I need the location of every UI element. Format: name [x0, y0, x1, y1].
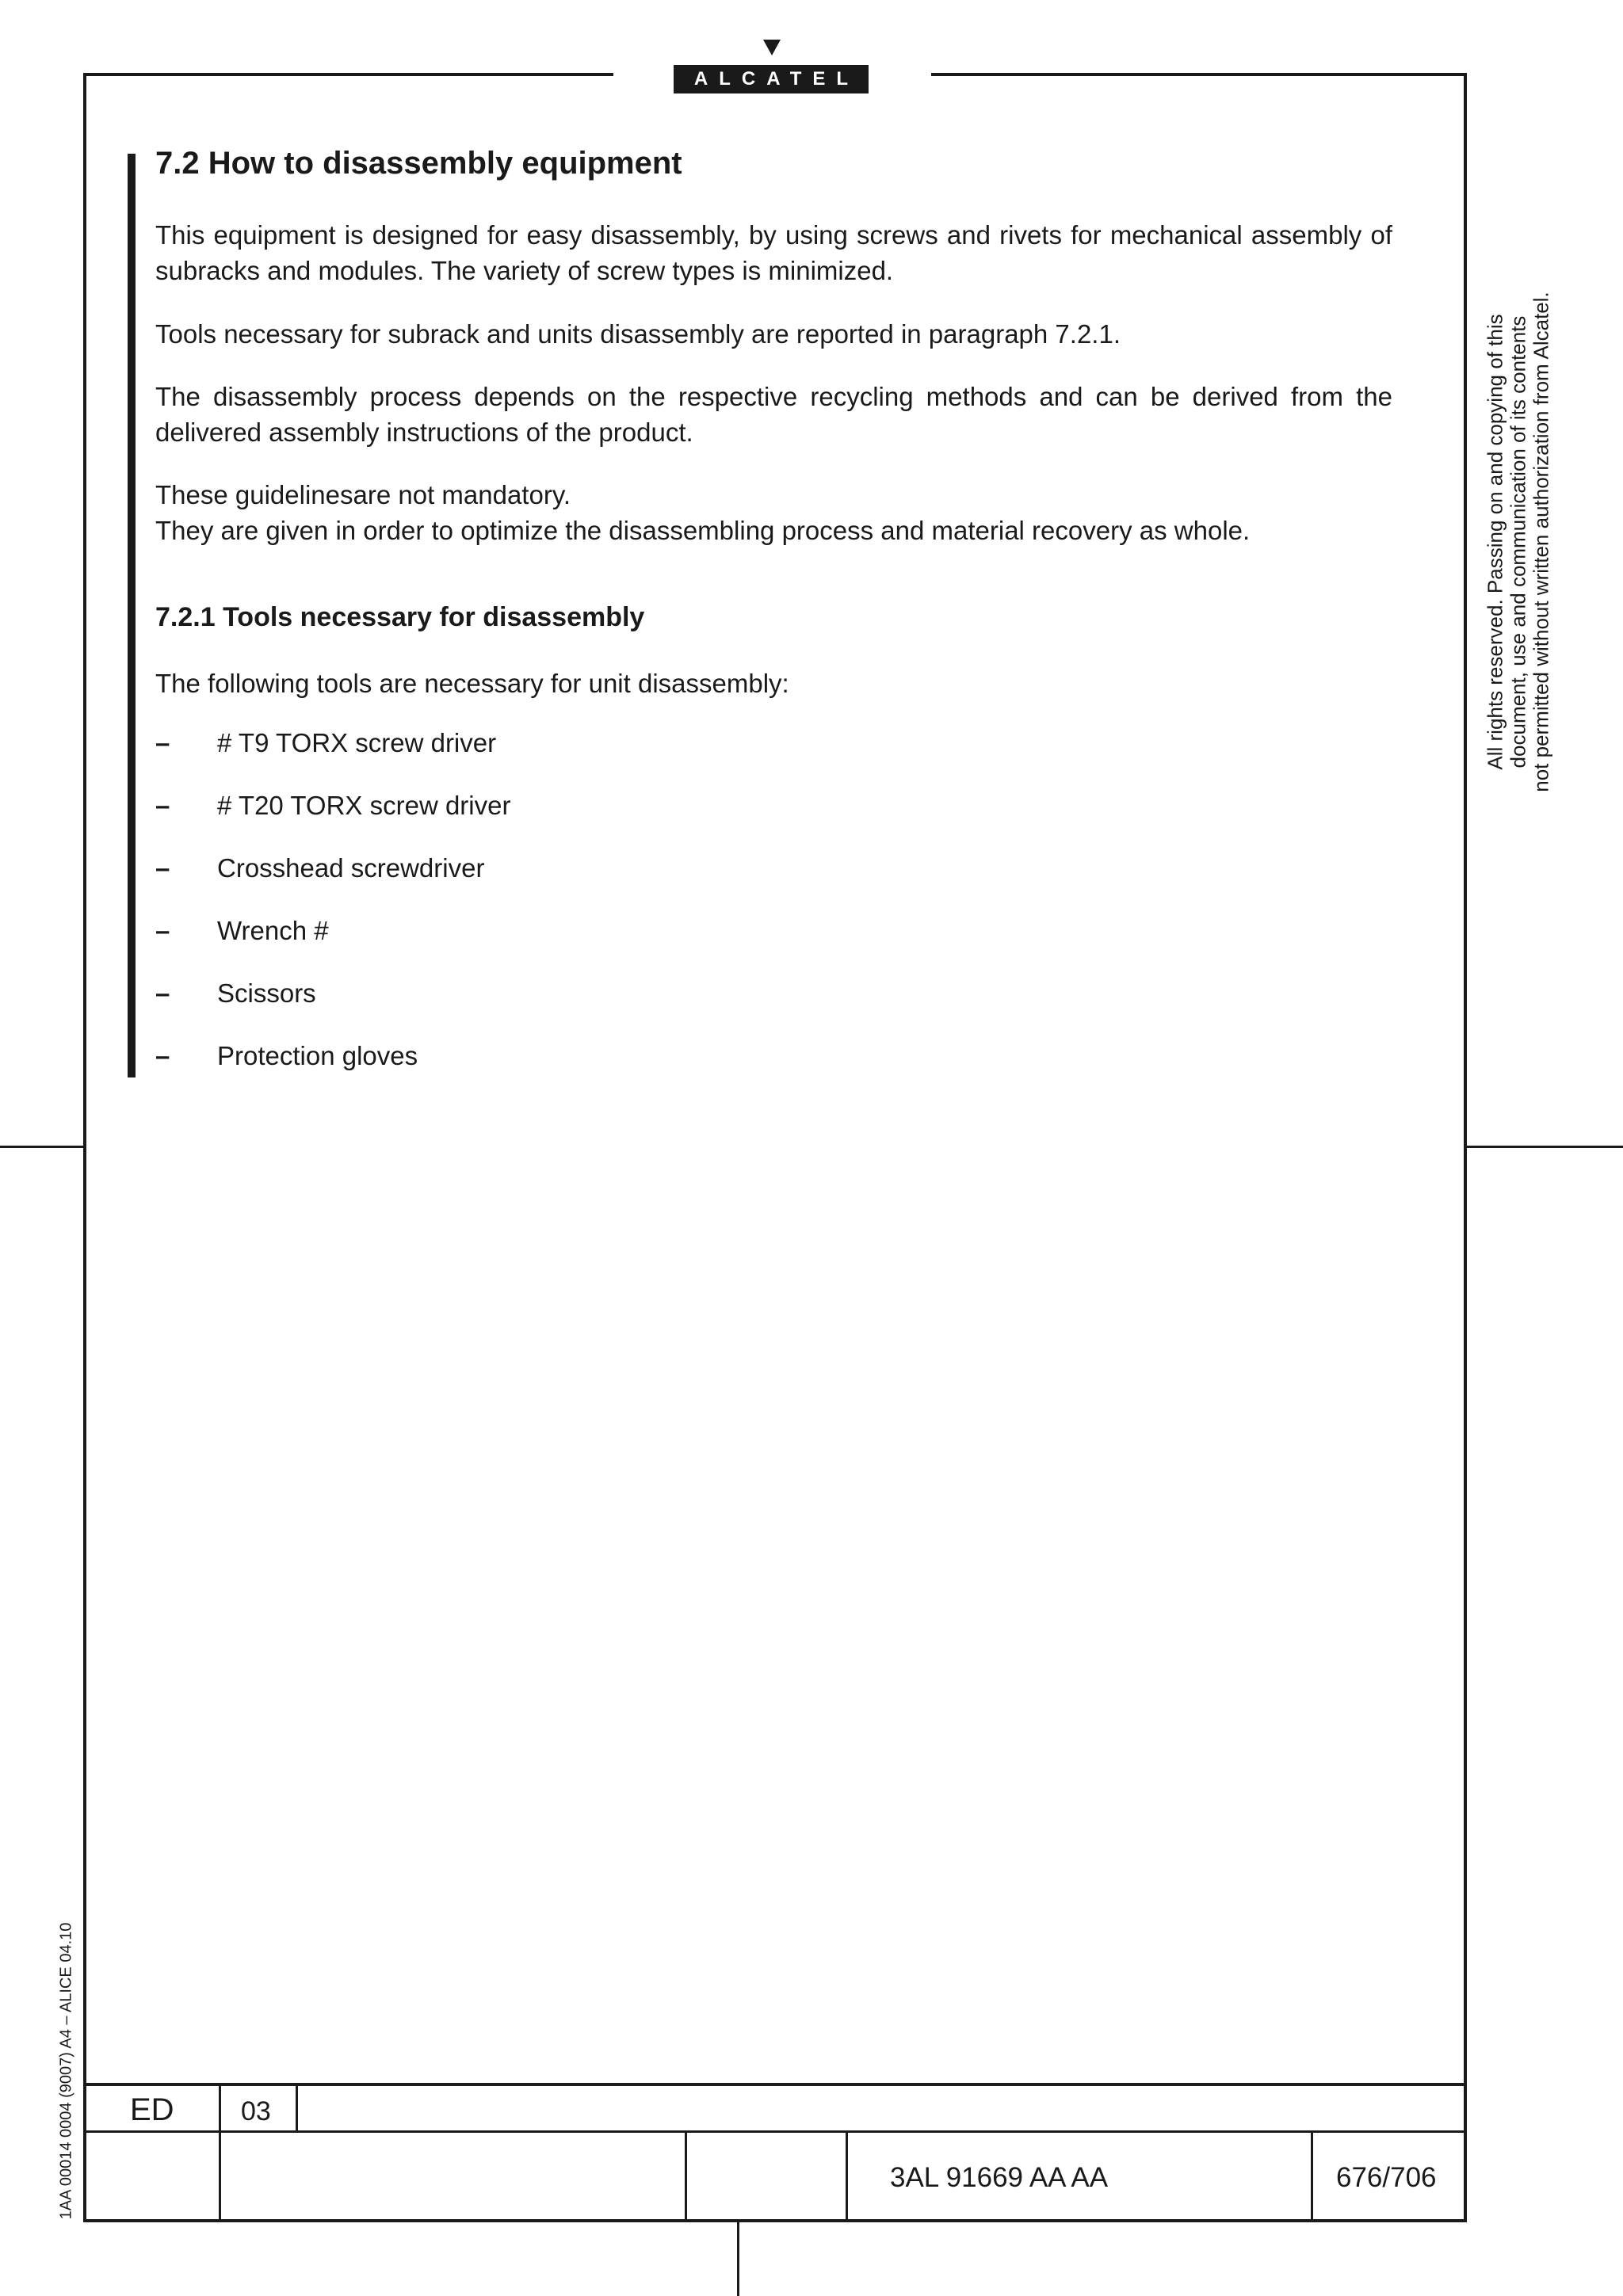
section-heading: 7.2 How to disassembly equipment — [155, 146, 682, 181]
frame-top-right — [931, 73, 1467, 76]
list-item-text: Protection gloves — [217, 1041, 418, 1070]
fold-mark-bottom — [737, 2222, 739, 2296]
fold-mark-left — [0, 1146, 83, 1148]
footer-divider — [296, 2083, 298, 2130]
frame-top-left — [83, 73, 613, 76]
list-dash: – — [155, 916, 170, 945]
footer-mid-line — [83, 2130, 1467, 2133]
form-code-text: 1AA 00014 0004 (9007) A4 – ALICE 04.10 — [57, 1922, 75, 2220]
list-item-text: Crosshead screwdriver — [217, 853, 485, 883]
frame-bottom — [83, 2219, 1467, 2222]
fold-mark-right — [1467, 1146, 1623, 1148]
list-dash: – — [155, 1041, 170, 1070]
subsection-heading: 7.2.1 Tools necessary for disassembly — [155, 602, 645, 632]
edition-value: 03 — [241, 2096, 271, 2126]
paragraph-intro: This equipment is designed for easy disassembly, by using screws and rivets for mechanical assembly of subracks and modules. The variety of screw types is minimized. — [155, 220, 1392, 285]
list-item-text: Scissors — [217, 978, 316, 1008]
alcatel-logo: ALCATEL — [674, 65, 869, 93]
paragraph-process: The disassembly process depends on the respective recycling methods and can be derived from the delivered assembly instructions of the product. — [155, 382, 1392, 447]
footer-divider — [219, 2083, 221, 2219]
list-dash: – — [155, 791, 170, 820]
list-item-text: # T20 TORX screw driver — [217, 791, 511, 820]
list-dash: – — [155, 978, 170, 1008]
list-dash: – — [155, 728, 170, 757]
list-item-text: Wrench # — [217, 916, 329, 945]
page-number: 676/706 — [1336, 2162, 1437, 2193]
paragraph-not-mandatory: These guidelinesare not mandatory. — [155, 480, 571, 509]
frame-left — [83, 73, 86, 2222]
logo-arrow-icon — [763, 40, 781, 55]
document-number: 3AL 91669 AA AA — [890, 2162, 1109, 2193]
footer-top-line — [83, 2083, 1467, 2086]
list-dash: – — [155, 853, 170, 883]
tools-intro: The following tools are necessary for unit disassembly: — [155, 669, 789, 698]
footer-divider — [685, 2130, 687, 2219]
copyright-line: document, use and communication of its contents — [1506, 315, 1530, 769]
footer-divider — [846, 2130, 848, 2219]
edition-label: ED — [130, 2092, 174, 2127]
copyright-line: not permitted without written authorization from Alcatel. — [1529, 292, 1553, 792]
paragraph-tools-reference: Tools necessary for subrack and units disassembly are reported in paragraph 7.2.1. — [155, 319, 1121, 349]
list-item-text: # T9 TORX screw driver — [217, 728, 497, 757]
footer-divider — [1311, 2130, 1313, 2219]
paragraph-optimize: They are given in order to optimize the disassembling process and material recovery as whole. — [155, 516, 1251, 545]
change-bar — [128, 154, 136, 1077]
copyright-line: All rights reserved. Passing on and copying of this — [1483, 314, 1507, 770]
